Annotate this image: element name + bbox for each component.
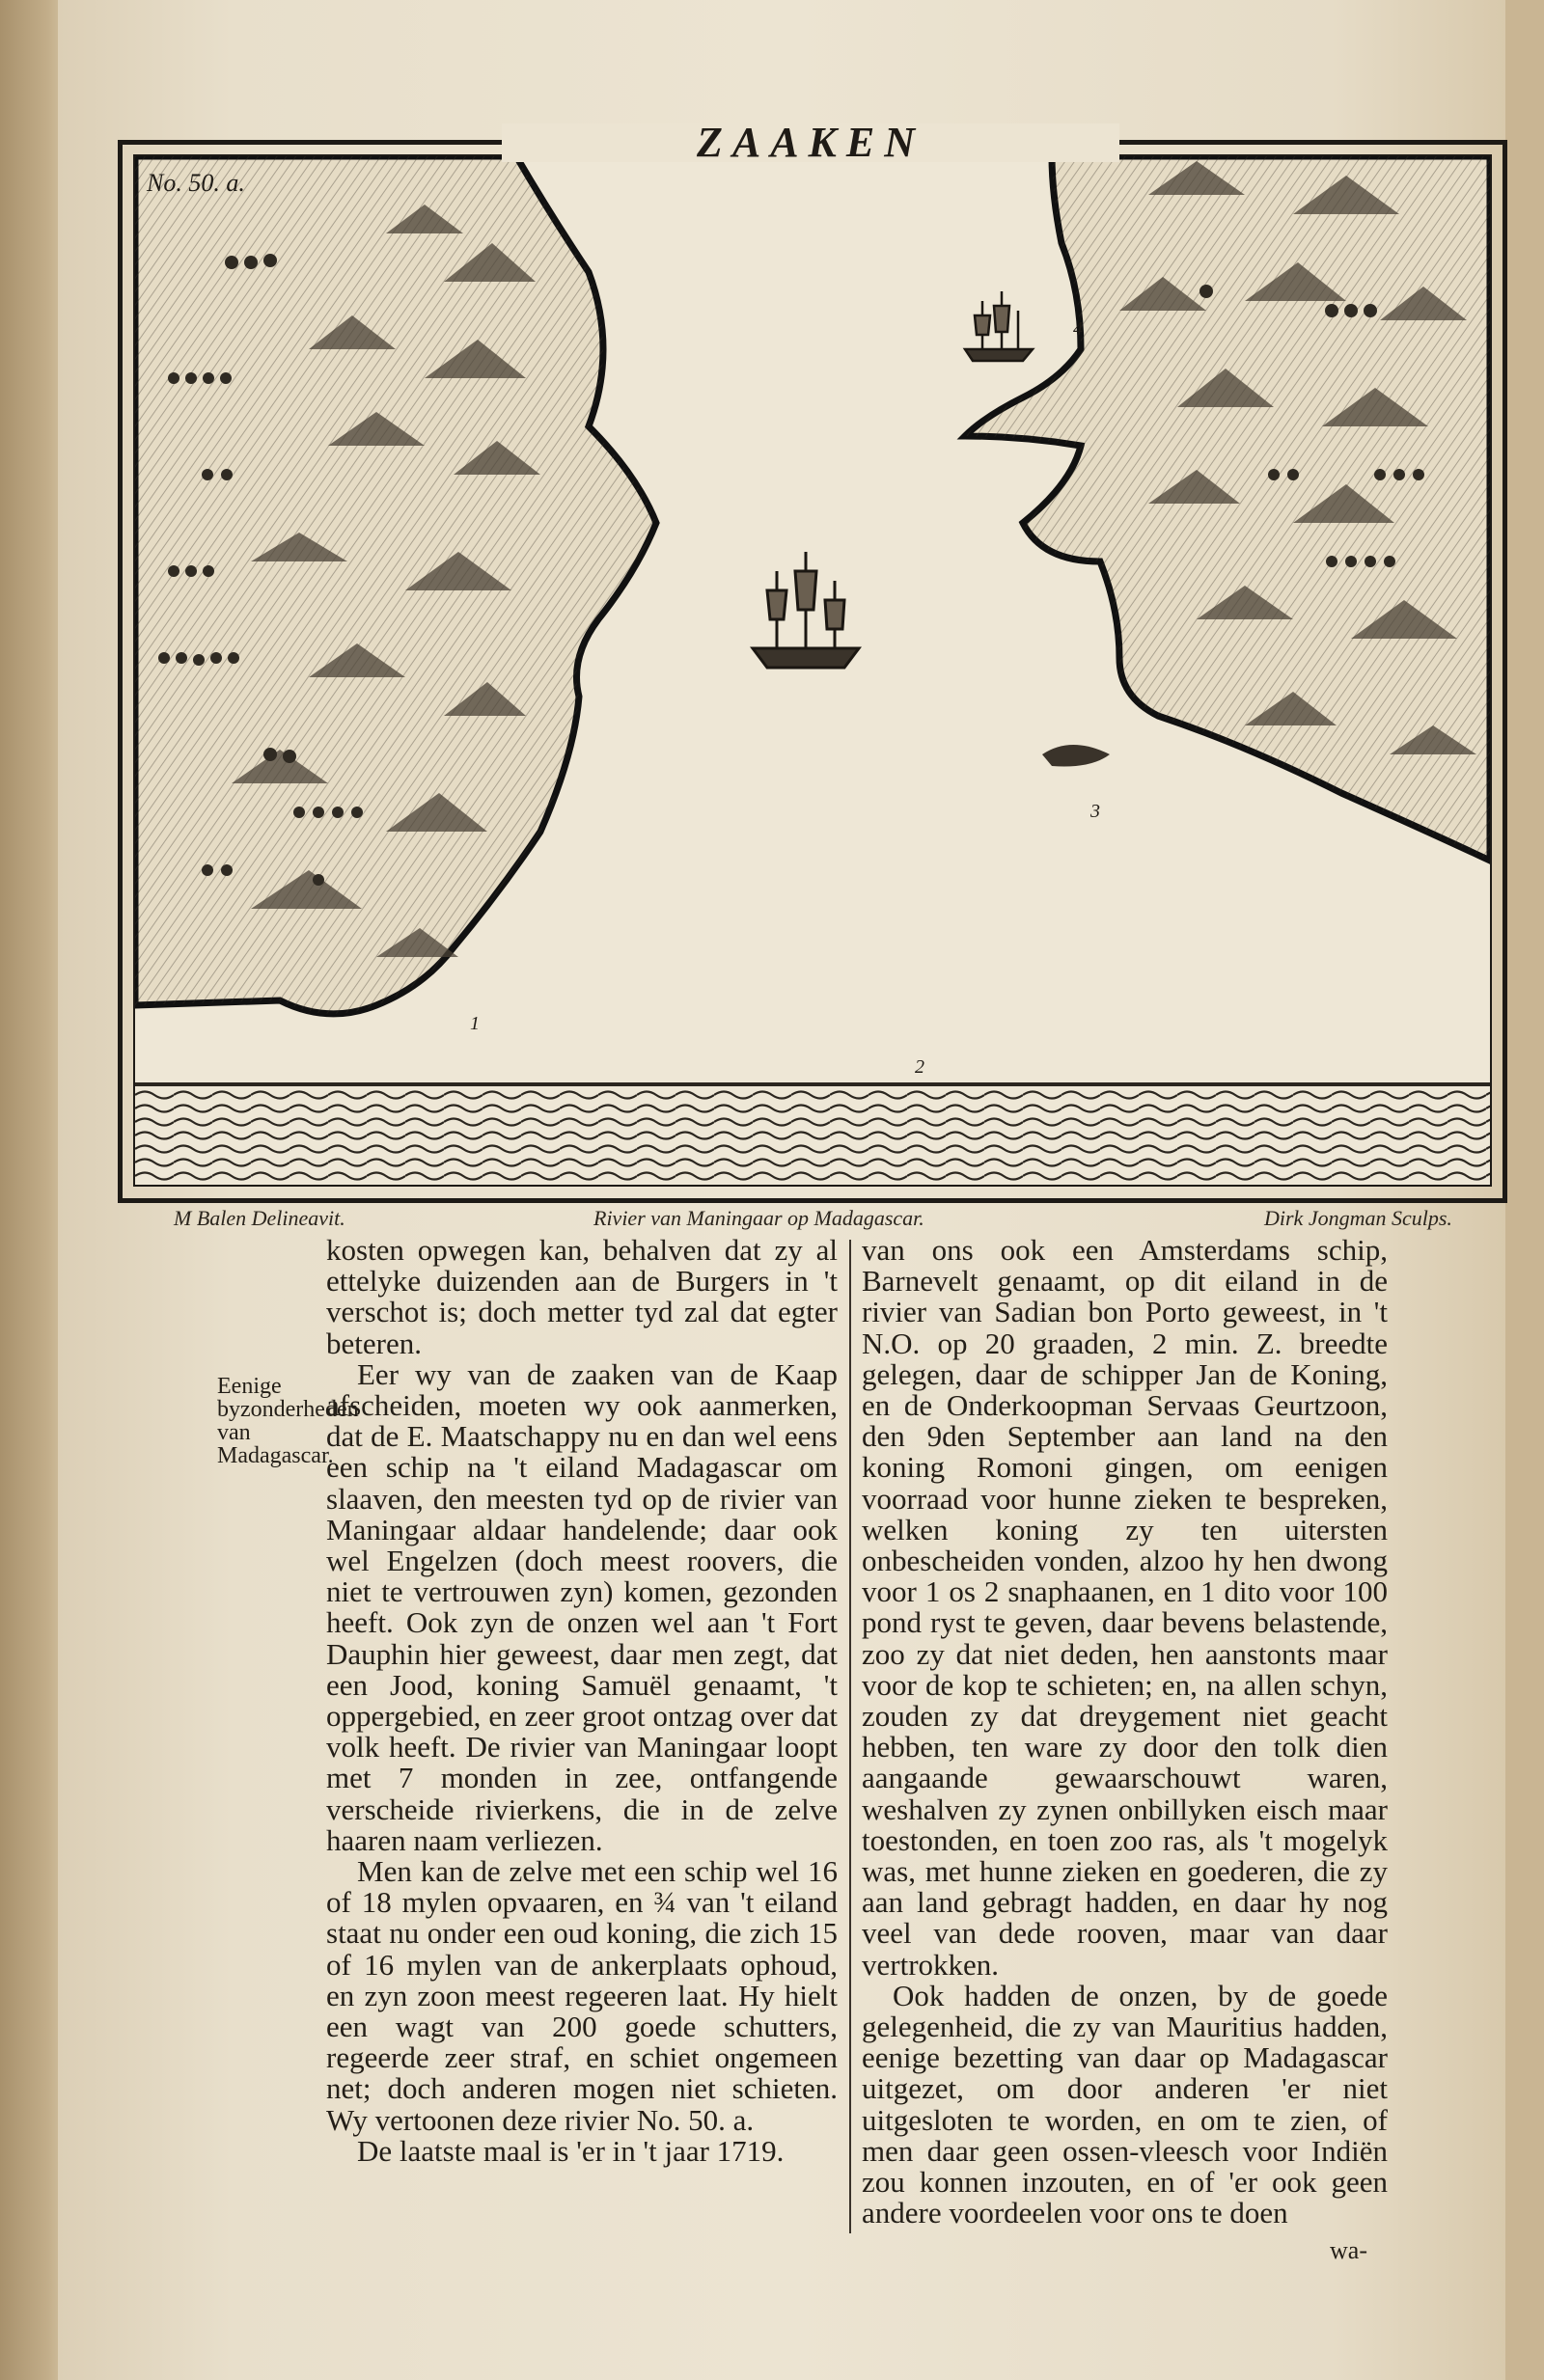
paragraph: Ook hadden de onzen, by de goede gelegenheid, die zy van Mauritius hadden, eenige bezetting van daar op Madagascar uitgezet, om door anderen 'er niet uitgesloten te worden, en om te zien, of men daar geen ossen-vleesch voor Indiën zou konnen inzouten, en of 'er ook geen andere voordeelen voor ons te doen xyxy=(862,1978,1388,2230)
sea-waves xyxy=(135,1087,1490,1185)
caption-engraver: Dirk Jongman Sculps. xyxy=(1264,1206,1452,1230)
left-text-column xyxy=(326,1235,838,2167)
plate-header-title: ZAAKEN xyxy=(502,123,1119,162)
plate-number: No. 50. a. xyxy=(147,169,245,197)
paragraph: van ons ook een Amsterdams schip, Barnevelt genaamt, op dit eiland in de rivier van Sadian bon Porto geweest, in 't N.O. op 20 graaden, 2 min. Z. breedte gelegen, daar de schipper Jan de Koning, en de Onderkoopman Servaas Geurtzoon, den 9den September aan land na den koning Romoni gingen, om eenigen voorraad voor hunne zieken te bespreken, welken koning zy ten uitersten onbescheiden vonden, alzoo hy hen dwong voor 1 os 2 snaphaanen, en 1 dito voor 100 pond ryst te geven, daar bevens belastende, zoo zy dat niet deden, hen aanstonts maar voor de kop te schieten; en, na allen schyn, zouden zy dat dreygement niet geacht hebben, ten ware zy door den tolk dien aangaande gewaarschouwt waren, weshalven zy zynen onbillyken eisch maar toestonden, en toen zoo ras, als 't mogelyk was, met hunne zieken en goederen, die zy aan land gebragt hadden, en daar hy nog veel van dede rooven, maar van daar vertrokken. xyxy=(862,1233,1388,1982)
right-text-column xyxy=(862,1235,1388,2230)
engraving-map xyxy=(133,154,1492,1187)
column-divider xyxy=(849,1240,851,2233)
paragraph: Eer wy van de zaaken van de Kaap afscheiden, moeten wy ook aanmerken, dat de E. Maatschappy nu en dan wel eens een schip na 't eiland Madagascar om slaaven, den meesten tyd op de rivier van Maningaar aldaar handelende; daar ook wel Engelzen (doch meest roovers, die niet te vertrouwen zyn) komen, gezonden heeft. Ook zyn de onzen wel aan 't Fort Dauphin hier geweest, daar men zegt, dat een Jood, koning Samuël genaamt, 't oppergebied, en zeer groot ontzag over dat volk heeft. De rivier van Maningaar loopt met 7 monden in zee, ontfangende verscheide rivierkens, die in de zelve haaren naam verliezen. xyxy=(326,1356,838,1857)
map-marker-3: 3 xyxy=(1090,801,1100,822)
caption-title: Rivier van Maningaar op Madagascar. xyxy=(593,1206,924,1230)
map-marker-4: 4 xyxy=(1073,318,1083,340)
river-map-illustration xyxy=(135,156,1490,1185)
caption-draughtsman: M Balen Delineavit. xyxy=(174,1206,345,1230)
margin-note: Eenige byzonderheden van Madagascar. xyxy=(217,1374,359,1468)
map-marker-2: 2 xyxy=(915,1056,924,1078)
paragraph: kosten opwegen kan, behalven dat zy al ettelyke duizenden aan de Burgers in 't verschot is; doch metter tyd zal dat egter beteren. xyxy=(326,1233,838,1360)
paragraph: De laatste maal is 'er in 't jaar 1719. xyxy=(357,2133,785,2168)
map-marker-1: 1 xyxy=(470,1013,480,1034)
catchword: wa- xyxy=(1330,2236,1367,2264)
paragraph: Men kan de zelve met een schip wel 16 of 18 mylen opvaaren, en ¾ van 't eiland staat nu onder een oud koning, die zich 15 of 16 mylen van de ankerplaats ophoud, en zyn zoon meest regeeren laat. Hy hielt een wagt van 200 goede schutters, regeerde zeer straf, en schiet ongemeen net; doch anderen mogen niet schieten. Wy vertoonen deze rivier No. 50. a. xyxy=(326,1854,838,2137)
